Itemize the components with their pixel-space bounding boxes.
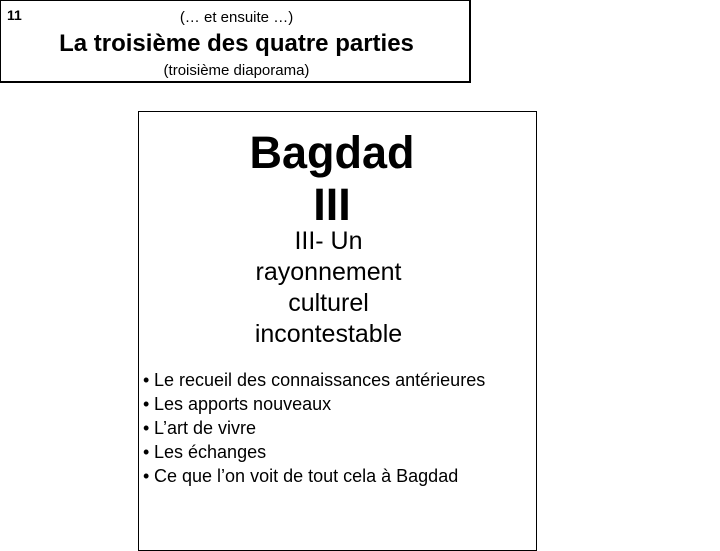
header-subtitle-bottom: (troisième diaporama) [163, 62, 310, 79]
bullet-icon: • [143, 394, 150, 414]
card-subtitle-line: incontestable [254, 320, 403, 348]
header-box [0, 0, 471, 83]
header-title: La troisième des quatre parties [59, 30, 414, 57]
list-item [143, 416, 485, 440]
card-subtitle [190, 226, 467, 350]
list-item [143, 440, 485, 464]
card-title [190, 127, 474, 231]
bullet-icon: • [143, 370, 150, 390]
slide-number: 11 [7, 7, 22, 23]
bullet-icon: • [143, 442, 150, 462]
list-item [143, 464, 485, 488]
list-item [143, 392, 485, 416]
card-title-line: III [313, 179, 351, 230]
list-item-text: L’art de vivre [154, 418, 257, 438]
list-item-text: Les apports nouveaux [154, 394, 332, 414]
bullet-list [143, 368, 485, 488]
card-subtitle-line: rayonnement [255, 258, 402, 286]
list-item-text: Ce que l’on voit de tout cela à Bagdad [154, 466, 459, 486]
card-subtitle-line: III- Un [294, 227, 363, 255]
card-title-line: Bagdad [249, 127, 415, 178]
list-item [143, 368, 485, 392]
bullet-icon: • [143, 418, 150, 438]
card-subtitle-line: culturel [288, 289, 369, 317]
header-subtitle-top: (… et ensuite …) [179, 9, 294, 26]
list-item-text: Les échanges [154, 442, 267, 462]
bullet-icon: • [143, 466, 150, 486]
list-item-text: Le recueil des connaissances antérieures [154, 370, 486, 390]
